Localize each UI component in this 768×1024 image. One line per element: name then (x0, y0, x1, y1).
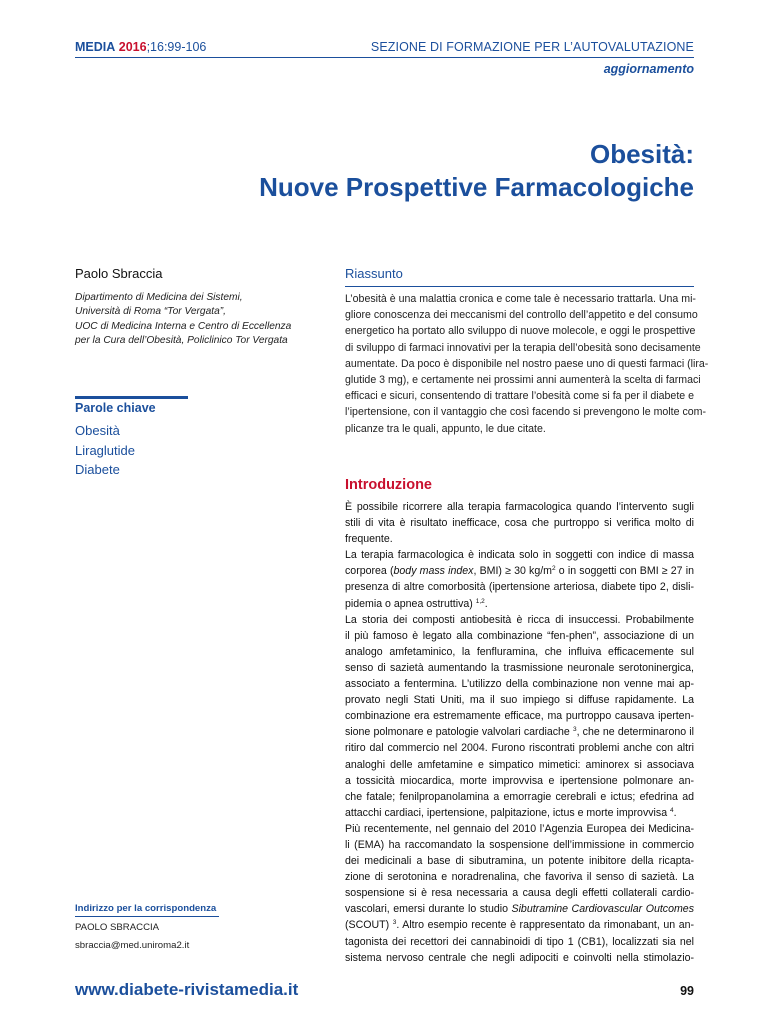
abstract-line: efficaci e sicuri, consentendo di trattare l’obesità come si fa per il diabete e (345, 390, 694, 403)
body-line: tagonista dei recettori dei cannabinoidi di tipo 1 (CB1), localizzati sia nel (345, 935, 694, 948)
body-line: senso di sazietà aumentando la trasmissione neuronale serotoninergica, (345, 661, 694, 674)
body-line: presenza di altre comorbosità (ipertensione arteriosa, diabete tipo 2, disli- (345, 581, 694, 594)
website-link[interactable]: www.diabete-rivistamedia.it (75, 980, 299, 999)
abstract-line: glutide 3 mg), e certamente nei prossimi anni aumenterà la scelta di farmaci (345, 374, 701, 387)
body-line: Più recentemente, nel gennaio del 2010 l’Agenzia Europea dei Medicina- (345, 822, 694, 835)
keywords-divider (75, 396, 188, 399)
body-line (345, 724, 694, 740)
body-line: provato negli Stati Uniti, ma il suo impiego si diffuse rapidamente. La (345, 694, 694, 707)
introduction-heading: Introduzione (345, 477, 432, 493)
body-fragment: (SCOUT) (345, 919, 393, 932)
body-line (345, 563, 694, 579)
term-study-name: Sibutramine Cardiovascular Outcomes (511, 903, 694, 916)
body-line: La terapia farmacologica è indicata solo in soggetti con indice di massa (345, 549, 694, 562)
body-line: analoghi delle amfetamine e simpatico mimetici: aminorex si associava (345, 758, 694, 771)
body-line: stili di vita è risultato inefficace, cosa che purtroppo si verifica molto di (345, 517, 694, 530)
abstract-heading: Riassunto (345, 266, 403, 281)
body-line: dei medicinali a base di sibutramina, un potente inibitore della ricapta- (345, 855, 694, 868)
citation-ref: 3 (572, 726, 577, 734)
introduction-body (345, 499, 694, 966)
body-line (345, 901, 694, 917)
journal-year: 2016 (118, 40, 147, 54)
body-line: li (EMA) ha raccomandato la sospensione dell’immissione in commercio (345, 838, 694, 851)
correspondence-name: PAOLO SBRACCIA (75, 922, 160, 933)
body-fragment: sione polmonare e patologie valvolari cardiache (345, 726, 573, 739)
affiliation-line: UOC di Medicina Interna e Centro di Eccellenza (75, 320, 292, 332)
correspondence-heading: Indirizzo per la corrispondenza (75, 903, 217, 914)
section-label: SEZIONE DI FORMAZIONE PER L’AUTOVALUTAZIONE (370, 40, 694, 54)
body-fragment: vascolari, emersi durante lo studio (345, 903, 512, 916)
body-line: zione di serotonina e noradrenalina, che favoriva il senso di sazietà. La (345, 871, 694, 884)
abstract-line: l’ipertensione, con il vantaggio che così facendo si prevengono le molte com- (345, 406, 706, 419)
body-line: associato a fentermina. L’utilizzo della combinazione non venne mai ap- (345, 678, 694, 691)
body-line (345, 805, 694, 821)
body-fragment: corporea ( (345, 565, 394, 578)
superscript: 2 (552, 565, 556, 573)
correspondence-divider (75, 916, 219, 917)
body-fragment: . (673, 806, 677, 819)
body-line: combinazione era estremamente efficace, ma purtroppo causava iperten- (345, 710, 694, 723)
body-line (345, 917, 694, 933)
affiliation-line: per la Cura dell’Obesità, Policlinico Tor Vergata (75, 335, 288, 347)
keyword-item: Obesità (75, 423, 120, 438)
body-line: il più famoso è legato alla combinazione “fen-phen”, associazione di un (345, 629, 694, 642)
body-line: sistema nervoso centrale che negli adipociti e coinvolti nella stimolazio- (345, 951, 694, 964)
abstract-line: gliore conoscenza dei meccanismi del controllo dell’appetito e del consumo (345, 309, 698, 322)
affiliation-line: Università di Roma “Tor Vergata”, (75, 306, 226, 318)
correspondence-email[interactable]: sbraccia@med.uniroma2.it (75, 940, 190, 951)
abstract-line: aumentate. Da poco è disponibile nel nostro paese uno di questi farmaci (lira- (345, 357, 709, 370)
citation-ref: 1,2 (475, 597, 485, 605)
term-body-mass-index: body mass index (393, 565, 474, 578)
abstract-body (345, 291, 709, 437)
body-line: frequente. (345, 533, 393, 546)
keyword-item: Liraglutide (75, 442, 135, 458)
body-fragment: o in soggetti con BMI ≥ 27 in (555, 565, 694, 578)
abstract-line: L’obesità è una malattia cronica e come tale è necessario trattarla. Una mi- (345, 293, 696, 305)
body-fragment: . (484, 597, 488, 610)
author-name: Paolo Sbraccia (75, 266, 163, 281)
abstract-line: di sviluppo di farmaci innovativi per la terapia dell’obesità sono decisamente (345, 341, 701, 354)
affiliation-line: Dipartimento di Medicina dei Sistemi, (75, 292, 243, 303)
citation-ref: 4 (670, 806, 674, 814)
category-label: aggiornamento (603, 62, 694, 76)
body-line: La storia dei composti antiobesità è ricca di insuccessi. Probabilmente (345, 613, 694, 626)
title-line: Obesità: (589, 139, 694, 169)
body-fragment: , BMI) ≥ 30 kg/m (473, 565, 553, 578)
abstract-line: plicanze tra le quali, appunto, le due citate. (345, 422, 546, 435)
title-line: Nuove Prospettive Farmacologiche (259, 172, 694, 202)
body-line: ritiro dal commercio nel 2004. Furono riscontrati problemi anche con altri (345, 742, 694, 755)
body-line: sospensione si è resa necessaria a causa degli effetti collaterali cardio- (345, 887, 694, 900)
body-line (345, 596, 694, 612)
body-line: a tossicità miocardica, morte improvvisa e ipertensione polmonare an- (345, 774, 694, 787)
abstract-divider (345, 286, 694, 287)
citation-ref: 3 (392, 919, 397, 927)
journal-reference (75, 40, 206, 54)
body-line: che fatale; fenilpropanolamina a emorragie cerebrali e ictus; efedrina ad (345, 790, 694, 803)
body-line: analogo amfetaminico, la fenfluramina, che influiva efficacemente sul (345, 645, 694, 658)
body-fragment: attacchi cardiaci, ipertensione, palpitazione, ictus e morte improvvisa (345, 806, 671, 819)
body-fragment: . Altro esempio recente è rappresentato da rimonabant, un an- (396, 919, 695, 932)
header-divider (75, 57, 694, 58)
page-number: 99 (680, 984, 694, 998)
body-fragment: , che ne determinarono il (576, 726, 694, 739)
body-line: È possibile ricorrere alla terapia farmacologica quando l’intervento sugli (345, 501, 694, 513)
abstract-line: energetico ha portato allo sviluppo di nuove molecole, e oggi le prospettive (345, 325, 696, 338)
keywords-list (75, 421, 135, 480)
author-affiliation (75, 291, 300, 349)
journal-name: MEDIA (75, 40, 116, 54)
body-fragment: pidemia o apnea ostruttiva) (345, 597, 476, 610)
article-title (54, 138, 694, 204)
journal-volume-pages: ;16:99-106 (146, 40, 207, 54)
keyword-item: Diabete (75, 462, 120, 477)
keywords-heading: Parole chiave (75, 401, 156, 415)
